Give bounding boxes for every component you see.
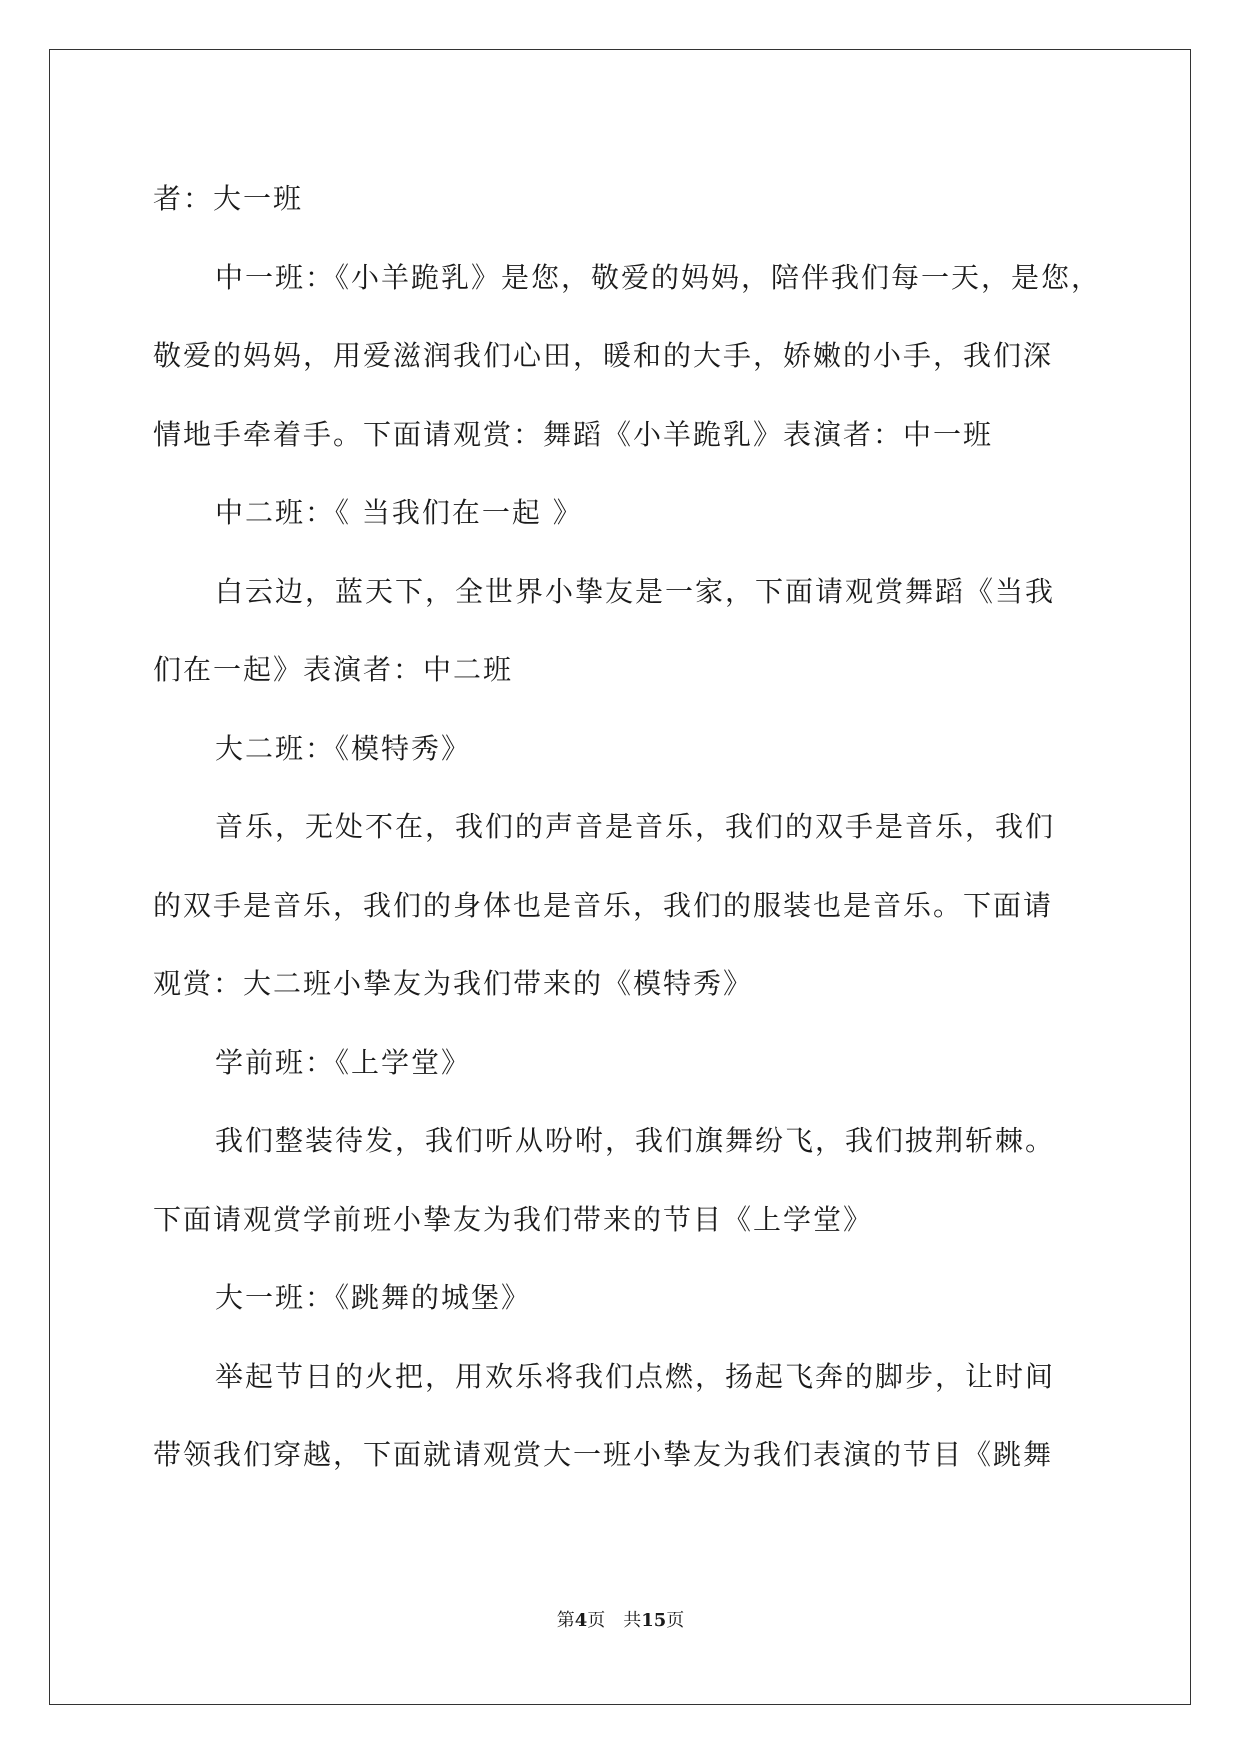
page-suffix: 页 [587,1610,606,1631]
page-footer [0,1606,1241,1632]
text-line-14: 下面请观赏学前班小挚友为我们带来的节目《上学堂》 [153,1202,874,1236]
text-line-17: 带领我们穿越，下面就请观赏大一班小挚友为我们表演的节目《跳舞 [153,1438,1054,1471]
total-suffix: 页 [666,1610,685,1631]
text-line-10: 的双手是音乐，我们的身体也是音乐，我们的服装也是音乐。下面请 [153,888,1054,922]
text-line-4: 情地手牵着手。下面请观赏：舞蹈《小羊跪乳》表演者：中一班 [153,417,994,451]
text-line-6: 白云边，蓝天下，全世界小挚友是一家，下面请观赏舞蹈《当我 [215,574,1056,608]
total-prefix: 共 [623,1610,642,1631]
text-line-16: 举起节日的火把，用欢乐将我们点燃，扬起飞奔的脚步，让时间 [215,1359,1056,1393]
text-line-2: 中一班：《小羊跪乳》是您，敬爱的妈妈，陪伴我们每一天，是您， [215,260,1102,294]
text-line-3: 敬爱的妈妈，用爱滋润我们心田，暖和的大手，娇嫩的小手，我们深 [153,339,1054,372]
text-line-8: 大二班：《模特秀》 [215,731,472,765]
document-body [153,160,1102,1495]
page-prefix: 第 [556,1610,575,1631]
text-line-15: 大一班：《跳舞的城堡》 [215,1281,532,1314]
text-line-13: 我们整装待发，我们听从吩咐，我们旗舞纷飞，我们披荆斩棘。 [215,1124,1056,1157]
page-number: 4 [574,1610,588,1631]
text-line-11: 观赏：大二班小挚友为我们带来的《模特秀》 [153,967,754,1000]
text-line-12: 学前班：《上学堂》 [215,1045,472,1079]
text-line-5: 中二班：《 当我们在一起 》 [215,496,583,529]
total-pages: 15 [641,1610,667,1631]
text-line-7: 们在一起》表演者：中二班 [153,653,514,686]
text-line-1: 者：大一班 [153,182,304,215]
text-line-9: 音乐，无处不在，我们的声音是音乐，我们的双手是音乐，我们 [215,810,1056,843]
